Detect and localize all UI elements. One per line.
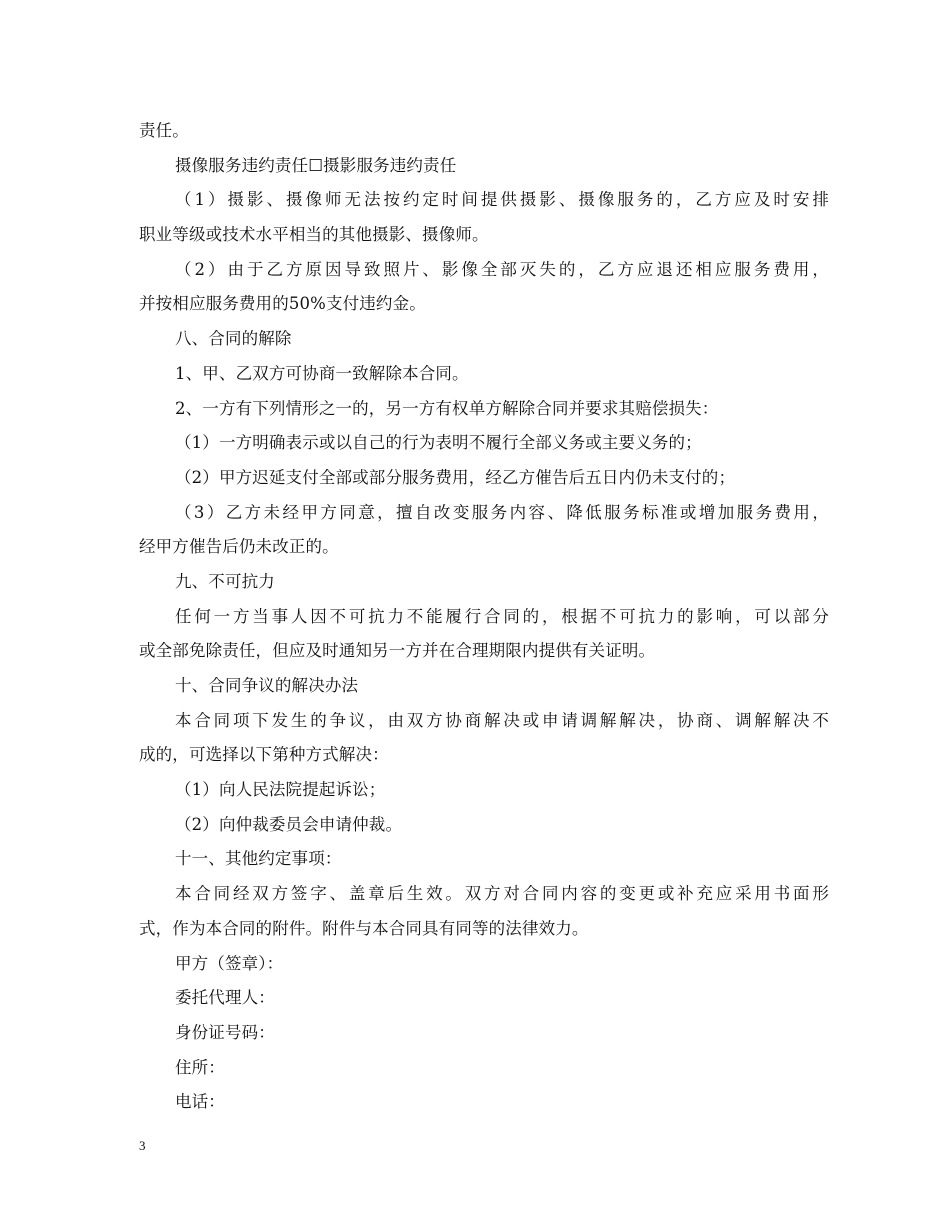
- signature-field: 住所：: [175, 1057, 225, 1077]
- document-body: [139, 114, 829, 1120]
- signature-field: 电话：: [175, 1092, 225, 1112]
- paragraph-line: 任何一方当事人因不可抗力不能履行合同的，根据不可抗力的影响，可以部分: [175, 606, 829, 626]
- paragraph-line: （3）乙方未经甲方同意，擅自改变服务内容、降低服务标准或增加服务费用，: [175, 502, 829, 522]
- paragraph-line: 式，作为本合同的附件。附件与本合同具有同等的法律效力。: [139, 918, 589, 938]
- paragraph-line: （1）一方明确表示或以自己的行为表明不履行全部义务或主要义务的；: [175, 433, 702, 453]
- paragraph-line: 职业等级或技术水平相当的其他摄影、摄像师。: [139, 225, 489, 245]
- paragraph-line: 责任。: [139, 121, 189, 140]
- page-number: 3: [139, 1138, 146, 1153]
- paragraph-line: 或全部免除责任，但应及时通知另一方并在合理期限内提供有关证明。: [139, 641, 656, 661]
- signature-field: 委托代理人：: [175, 988, 275, 1008]
- paragraph-line: 1、甲、乙双方可协商一致解除本合同。: [175, 363, 469, 383]
- paragraph-line: 本合同项下发生的争议，由双方协商解决或申请调解解决，协商、调解解决不: [175, 710, 829, 730]
- section-heading: 十、合同争议的解决办法: [175, 676, 359, 695]
- paragraph-line: （2）由于乙方原因导致照片、影像全部灭失的，乙方应退还相应服务费用，: [175, 259, 829, 279]
- signature-field: 甲方（签章）：: [175, 953, 284, 973]
- section-heading: 十一、其他约定事项：: [175, 849, 342, 869]
- paragraph-line: 并按相应服务费用的50%支付违约金。: [139, 294, 426, 314]
- paragraph-line: 摄像服务违约责任☐摄影服务违约责任: [175, 155, 457, 175]
- paragraph-line: （1）向人民法院提起诉讼；: [175, 780, 386, 800]
- paragraph-line: （1）摄影、摄像师无法按约定时间提供摄影、摄像服务的，乙方应及时安排: [175, 190, 829, 210]
- paragraph-line: 成的，可选择以下第种方式解决：: [139, 745, 389, 765]
- paragraph-line: （2）甲方迟延支付全部或部分服务费用，经乙方催告后五日内仍未支付的；: [175, 467, 736, 487]
- section-heading: 九、不可抗力: [175, 571, 275, 591]
- section-heading: 八、合同的解除: [175, 329, 292, 349]
- paragraph-line: 本合同经双方签字、盖章后生效。双方对合同内容的变更或补充应采用书面形: [175, 884, 829, 904]
- paragraph-line: 经甲方催告后仍未改正的。: [139, 537, 339, 557]
- signature-field: 身份证号码：: [175, 1022, 275, 1042]
- paragraph-line: （2）向仲裁委员会申请仲裁。: [175, 814, 403, 834]
- paragraph-line: 2、一方有下列情形之一的，另一方有权单方解除合同并要求其赔偿损失：: [175, 398, 719, 418]
